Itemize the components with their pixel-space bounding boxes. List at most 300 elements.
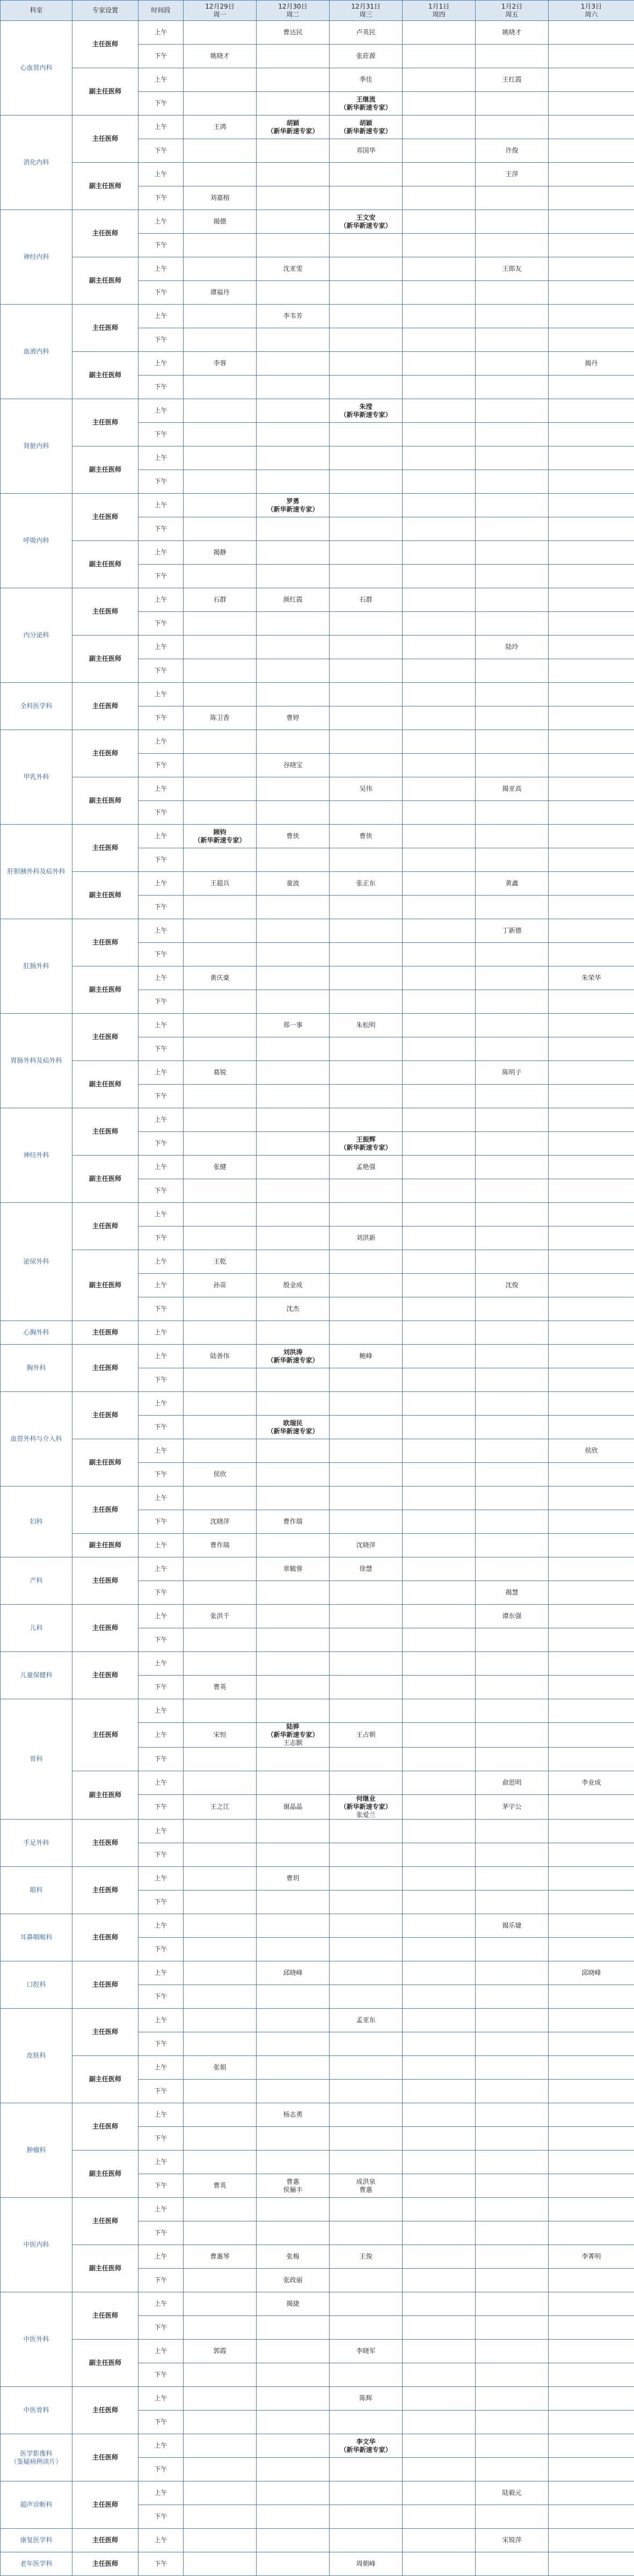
doctor-cell [476, 943, 549, 966]
doctor-cell[interactable] [476, 777, 549, 801]
dept-link[interactable]: 儿童保健科 [20, 1671, 52, 1679]
doctor-cell[interactable] [257, 21, 330, 45]
time-slot: 上午 [139, 399, 184, 423]
doctor-cell[interactable] [184, 966, 257, 990]
doctor-name: 曹作瑞 [184, 1541, 256, 1549]
doctor-name: 陆善伟 [184, 1352, 256, 1360]
doctor-cell [330, 1179, 403, 1203]
doctor-cell [184, 2080, 257, 2103]
doctor-cell [403, 636, 476, 659]
doctor-cell [257, 2080, 330, 2103]
doctor-cell [184, 1557, 257, 1581]
doctor-cell [476, 352, 549, 376]
doctor-cell[interactable] [184, 2174, 257, 2198]
doctor-level: 副主任医师 [72, 2340, 139, 2387]
dept-link[interactable]: 肝胆胰外科及疝外科 [7, 868, 65, 875]
doctor-cell[interactable] [257, 1961, 330, 1985]
doctor-cell[interactable] [330, 45, 403, 68]
doctor-cell[interactable] [330, 139, 403, 163]
header-dept: 科室 [1, 1, 72, 21]
doctor-cell[interactable] [257, 706, 330, 730]
doctor-cell [549, 1557, 634, 1581]
doctor-cell[interactable] [257, 2269, 330, 2292]
time-slot: 上午 [139, 2245, 184, 2269]
doctor-cell[interactable] [257, 1557, 330, 1581]
doctor-cell[interactable] [184, 2056, 257, 2080]
doctor-cell[interactable] [330, 2174, 403, 2198]
dept-link[interactable]: 神经外科 [23, 1151, 49, 1159]
doctor-cell[interactable] [330, 1132, 403, 1156]
doctor-cell [184, 943, 257, 966]
doctor-cell [330, 1416, 403, 1439]
dept-link[interactable]: 消化内科 [23, 158, 49, 166]
dept-link[interactable]: 中医外科 [23, 2335, 49, 2343]
doctor-cell [257, 1534, 330, 1557]
doctor-cell[interactable] [330, 2245, 403, 2269]
doctor-cell [549, 1699, 634, 1723]
doctor-cell[interactable] [257, 1867, 330, 1890]
doctor-cell[interactable] [184, 1250, 257, 1274]
doctor-cell[interactable] [476, 636, 549, 659]
doctor-cell [330, 1771, 403, 1795]
dept-link[interactable]: 胃肠外科及疝外科 [10, 1057, 62, 1064]
doctor-name: 王萍 [476, 170, 548, 178]
doctor-cell [330, 541, 403, 565]
doctor-cell [549, 1581, 634, 1605]
doctor-cell [403, 494, 476, 517]
doctor-cell [257, 1037, 330, 1061]
doctor-cell [330, 2411, 403, 2434]
doctor-cell[interactable] [184, 706, 257, 730]
doctor-cell[interactable] [476, 163, 549, 186]
doctor-cell [330, 1250, 403, 1274]
doctor-cell [257, 1179, 330, 1203]
dept-link[interactable]: 心胸外科 [23, 1329, 49, 1336]
doctor-cell [549, 257, 634, 281]
doctor-cell[interactable] [330, 825, 403, 848]
doctor-cell [549, 1392, 634, 1416]
dept-link[interactable]: 胸外科 [26, 1364, 46, 1372]
doctor-cell [403, 352, 476, 376]
doctor-name: 周朝峰 [330, 2560, 402, 2568]
doctor-cell[interactable] [184, 825, 257, 848]
doctor-cell[interactable] [184, 1795, 257, 1820]
dept-link[interactable]: 中医骨科 [23, 2406, 49, 2414]
doctor-cell[interactable] [184, 116, 257, 139]
doctor-cell[interactable] [549, 1771, 634, 1795]
doctor-cell[interactable] [330, 1014, 403, 1037]
doctor-cell [257, 777, 330, 801]
doctor-cell[interactable] [257, 2174, 330, 2198]
doctor-cell [476, 541, 549, 565]
doctor-cell [403, 1463, 476, 1487]
doctor-cell[interactable] [476, 1605, 549, 1628]
doctor-cell[interactable] [476, 2481, 549, 2505]
doctor-cell[interactable] [330, 2387, 403, 2411]
doctor-cell[interactable] [330, 1723, 403, 1748]
dept-link[interactable]: 泌尿外科 [23, 1258, 49, 1265]
dept-link[interactable]: 产科 [30, 1577, 42, 1584]
doctor-cell [403, 1014, 476, 1037]
doctor-cell [257, 2505, 330, 2529]
doctor-name: 徐慧 [330, 1565, 402, 1573]
doctor-name: 王志颢 [257, 1739, 329, 1747]
dept-cell [1, 1605, 72, 1652]
doctor-cell[interactable] [476, 872, 549, 896]
doctor-cell [476, 1557, 549, 1581]
doctor-cell[interactable] [257, 1510, 330, 1534]
doctor-cell [403, 1132, 476, 1156]
doctor-cell[interactable] [184, 352, 257, 376]
doctor-name: 童波 [257, 879, 329, 887]
doctor-cell[interactable] [476, 1771, 549, 1795]
doctor-cell [330, 328, 403, 352]
doctor-cell [184, 777, 257, 801]
doctor-cell [476, 1132, 549, 1156]
doctor-cell [184, 470, 257, 494]
doctor-cell[interactable] [257, 2245, 330, 2269]
doctor-cell [403, 612, 476, 636]
doctor-cell [330, 1037, 403, 1061]
doctor-cell[interactable] [330, 1534, 403, 1557]
doctor-cell[interactable] [257, 1345, 330, 1368]
doctor-cell[interactable] [257, 1416, 330, 1439]
doctor-cell[interactable] [330, 21, 403, 45]
doctor-cell [330, 1961, 403, 1985]
doctor-cell[interactable] [330, 2552, 403, 2576]
doctor-cell[interactable] [184, 1463, 257, 1487]
doctor-cell[interactable] [476, 1795, 549, 1820]
table-row [1, 21, 634, 45]
doctor-cell [184, 1699, 257, 1723]
table-row [1, 2056, 634, 2080]
doctor-cell[interactable] [330, 1345, 403, 1368]
doctor-cell[interactable] [549, 1961, 634, 1985]
time-slot: 下午 [139, 1416, 184, 1439]
doctor-cell [257, 1843, 330, 1867]
doctor-cell[interactable] [476, 139, 549, 163]
dept-link[interactable]: 甲乳外科 [23, 773, 49, 781]
doctor-cell[interactable] [476, 21, 549, 45]
doctor-cell[interactable] [549, 2245, 634, 2269]
doctor-cell [330, 2292, 403, 2316]
doctor-cell [403, 777, 476, 801]
doctor-cell [403, 2056, 476, 2080]
time-slot: 上午 [139, 1014, 184, 1037]
doctor-cell [549, 2481, 634, 2505]
dept-link[interactable]: 呼吸内科 [23, 537, 49, 544]
doctor-cell [403, 1557, 476, 1581]
doctor-cell[interactable] [257, 2292, 330, 2316]
dept-link[interactable]: 肾脏内科 [23, 442, 49, 450]
doctor-cell [403, 139, 476, 163]
doctor-cell[interactable] [257, 1014, 330, 1037]
doctor-cell [257, 1771, 330, 1795]
doctor-cell[interactable] [257, 872, 330, 896]
dept-link[interactable]: 耳鼻咽喉科 [20, 1933, 52, 1941]
time-slot: 下午 [139, 896, 184, 919]
doctor-cell [257, 2529, 330, 2552]
doctor-cell[interactable] [257, 116, 330, 139]
dept-link[interactable]: 皮肤科 [26, 2052, 46, 2059]
doctor-name: 石群 [184, 596, 256, 604]
doctor-cell [330, 376, 403, 399]
dept-link[interactable]: 手足外科 [23, 1839, 49, 1846]
doctor-cell [184, 2032, 257, 2056]
doctor-cell [330, 1297, 403, 1321]
doctor-cell[interactable] [476, 2529, 549, 2552]
doctor-cell [403, 1795, 476, 1820]
doctor-cell[interactable] [330, 1557, 403, 1581]
dept-link[interactable]: 中医内科 [23, 2241, 49, 2248]
doctor-cell[interactable] [184, 541, 257, 565]
doctor-name: 曹惠琴 [184, 2253, 256, 2261]
doctor-cell[interactable] [330, 399, 403, 423]
doctor-level: 主任医师 [72, 2434, 139, 2481]
doctor-cell [330, 305, 403, 328]
doctor-cell[interactable] [476, 1914, 549, 1938]
table-row [1, 1108, 634, 1132]
doctor-cell[interactable] [257, 1274, 330, 1297]
doctor-cell [403, 1914, 476, 1938]
doctor-cell[interactable] [476, 1581, 549, 1605]
doctor-cell [184, 2552, 257, 2576]
doctor-cell[interactable] [257, 1723, 330, 1748]
time-slot: 上午 [139, 777, 184, 801]
time-slot: 上午 [139, 2056, 184, 2080]
doctor-cell [403, 1226, 476, 1250]
dept-link[interactable]: 康复医学科 [20, 2536, 52, 2544]
time-slot: 上午 [139, 966, 184, 990]
doctor-cell [184, 1628, 257, 1652]
dept-cell [1, 588, 72, 683]
time-slot: 下午 [139, 1581, 184, 1605]
doctor-cell [330, 1605, 403, 1628]
doctor-cell [476, 2387, 549, 2411]
doctor-cell [403, 1274, 476, 1297]
dept-link[interactable]: 神经内科 [23, 253, 49, 261]
table-row [1, 1914, 634, 1938]
doctor-cell[interactable] [257, 2103, 330, 2127]
dept-link[interactable]: 血管外科与介入科 [10, 1435, 62, 1442]
doctor-cell [549, 2434, 634, 2458]
doctor-cell [403, 2529, 476, 2552]
dept-link[interactable]: 全科医学科 [20, 702, 52, 710]
doctor-cell[interactable] [330, 2434, 403, 2458]
doctor-cell [403, 1820, 476, 1843]
doctor-cell [184, 139, 257, 163]
doctor-cell [403, 2363, 476, 2387]
doctor-cell[interactable] [184, 1676, 257, 1699]
doctor-level: 主任医师 [72, 1557, 139, 1605]
table-row [1, 446, 634, 470]
dept-link[interactable]: 心血管内科 [20, 64, 52, 71]
doctor-cell [549, 234, 634, 257]
doctor-cell [403, 1297, 476, 1321]
doctor-cell [549, 2198, 634, 2221]
doctor-cell [403, 2127, 476, 2151]
doctor-cell[interactable] [330, 2340, 403, 2363]
doctor-cell [476, 1510, 549, 1534]
doctor-cell[interactable] [184, 1510, 257, 1534]
doctor-cell [476, 1985, 549, 2009]
doctor-cell [549, 446, 634, 470]
doctor-cell[interactable] [257, 494, 330, 517]
doctor-cell[interactable] [257, 257, 330, 281]
doctor-cell[interactable] [330, 116, 403, 139]
doctor-cell [403, 1392, 476, 1416]
doctor-cell[interactable] [549, 966, 634, 990]
dept-link[interactable]: 妇科 [30, 1518, 42, 1525]
doctor-cell[interactable] [549, 1439, 634, 1463]
doctor-cell [476, 1628, 549, 1652]
dept-link[interactable]: 老年医学科 [20, 2560, 52, 2567]
doctor-cell [403, 1061, 476, 1085]
doctor-cell[interactable] [330, 92, 403, 116]
doctor-cell [330, 2080, 403, 2103]
doctor-level: 主任医师 [72, 1605, 139, 1652]
doctor-cell[interactable] [476, 257, 549, 281]
doctor-cell [549, 494, 634, 517]
doctor-cell [549, 305, 634, 328]
doctor-cell [403, 1867, 476, 1890]
dept-cell [1, 1961, 72, 2009]
doctor-cell[interactable] [330, 210, 403, 234]
dept-cell [1, 2292, 72, 2387]
doctor-cell [257, 139, 330, 163]
doctor-cell[interactable] [257, 754, 330, 777]
doctor-cell[interactable] [184, 1274, 257, 1297]
doctor-cell [257, 919, 330, 943]
doctor-cell [330, 1108, 403, 1132]
expert-name: 罗勇 [257, 497, 329, 506]
doctor-cell[interactable] [184, 1156, 257, 1179]
doctor-name: 曹侠 [330, 832, 402, 840]
dept-link[interactable]: 肿瘤科 [26, 2146, 46, 2154]
doctor-cell[interactable] [330, 588, 403, 612]
doctor-cell [476, 1961, 549, 1985]
doctor-cell [257, 612, 330, 636]
dept-link[interactable]: 内分泌科 [23, 631, 49, 639]
doctor-cell[interactable] [476, 1061, 549, 1085]
doctor-cell [403, 848, 476, 872]
dept-link[interactable]: 骨科 [30, 1755, 42, 1763]
table-row [1, 636, 634, 659]
doctor-cell [184, 612, 257, 636]
doctor-cell[interactable] [330, 1795, 403, 1820]
doctor-cell[interactable] [184, 45, 257, 68]
doctor-cell[interactable] [549, 352, 634, 376]
doctor-cell[interactable] [257, 588, 330, 612]
doctor-cell[interactable] [330, 2009, 403, 2032]
doctor-cell [549, 2387, 634, 2411]
doctor-cell[interactable] [257, 305, 330, 328]
doctor-cell [330, 1628, 403, 1652]
dept-link[interactable]: 血液内科 [23, 348, 49, 355]
doctor-cell [184, 2434, 257, 2458]
doctor-cell[interactable] [330, 68, 403, 92]
doctor-cell[interactable] [184, 281, 257, 305]
doctor-name: 揭丹 [549, 359, 634, 367]
time-slot: 下午 [139, 328, 184, 352]
doctor-cell[interactable] [257, 1795, 330, 1820]
time-slot: 上午 [139, 2434, 184, 2458]
dept-cell [1, 2009, 72, 2103]
dept-link[interactable]: 超声诊断科 [20, 2501, 52, 2508]
doctor-cell [184, 517, 257, 541]
doctor-cell [184, 399, 257, 423]
time-slot: 下午 [139, 234, 184, 257]
doctor-cell[interactable] [184, 1345, 257, 1368]
doctor-cell [549, 1985, 634, 2009]
doctor-cell [184, 2458, 257, 2481]
dept-cell [1, 2387, 72, 2434]
doctor-cell[interactable] [184, 2245, 257, 2269]
doctor-cell[interactable] [476, 1274, 549, 1297]
doctor-cell[interactable] [184, 1534, 257, 1557]
doctor-cell [403, 328, 476, 352]
doctor-cell [330, 943, 403, 966]
doctor-cell[interactable] [184, 210, 257, 234]
doctor-cell [257, 45, 330, 68]
doctor-cell[interactable] [184, 186, 257, 210]
doctor-cell[interactable] [330, 1226, 403, 1250]
doctor-cell[interactable] [257, 1297, 330, 1321]
doctor-cell[interactable] [184, 1061, 257, 1085]
doctor-cell[interactable] [184, 588, 257, 612]
doctor-cell[interactable] [476, 68, 549, 92]
doctor-cell [549, 659, 634, 683]
dept-link[interactable]: 肛肠外科 [23, 962, 49, 970]
doctor-cell[interactable] [257, 825, 330, 848]
doctor-cell [257, 2151, 330, 2174]
doctor-name: 谢晶晶 [257, 1803, 329, 1811]
dept-link[interactable]: 口腔科 [26, 1981, 46, 1988]
doctor-cell [403, 1203, 476, 1226]
doctor-cell [184, 896, 257, 919]
doctor-cell [403, 730, 476, 754]
time-slot: 下午 [139, 1368, 184, 1392]
time-slot: 下午 [139, 2032, 184, 2056]
doctor-cell[interactable] [184, 2340, 257, 2363]
doctor-cell[interactable] [330, 1156, 403, 1179]
doctor-cell [184, 1014, 257, 1037]
doctor-cell[interactable] [330, 872, 403, 896]
doctor-cell [257, 163, 330, 186]
dept-link[interactable]: 医学影像科 （鉴疑病例读片） [10, 2450, 62, 2465]
doctor-cell[interactable] [330, 777, 403, 801]
doctor-name: 卢英民 [330, 28, 402, 37]
dept-link[interactable]: 眼科 [30, 1886, 42, 1894]
doctor-cell[interactable] [184, 1723, 257, 1748]
dept-link[interactable]: 儿科 [30, 1624, 42, 1632]
doctor-cell [549, 2458, 634, 2481]
doctor-cell [184, 1085, 257, 1108]
doctor-cell [403, 1605, 476, 1628]
doctor-cell[interactable] [184, 872, 257, 896]
doctor-level: 主任医师 [72, 1108, 139, 1156]
time-slot: 下午 [139, 1085, 184, 1108]
doctor-cell [330, 1699, 403, 1723]
doctor-cell [549, 1297, 634, 1321]
doctor-cell[interactable] [184, 1605, 257, 1628]
time-slot: 下午 [139, 1037, 184, 1061]
time-slot: 上午 [139, 1557, 184, 1581]
doctor-cell[interactable] [476, 919, 549, 943]
doctor-cell [330, 446, 403, 470]
header-day: 12月30日 周二 [257, 1, 330, 21]
doctor-cell [184, 1914, 257, 1938]
